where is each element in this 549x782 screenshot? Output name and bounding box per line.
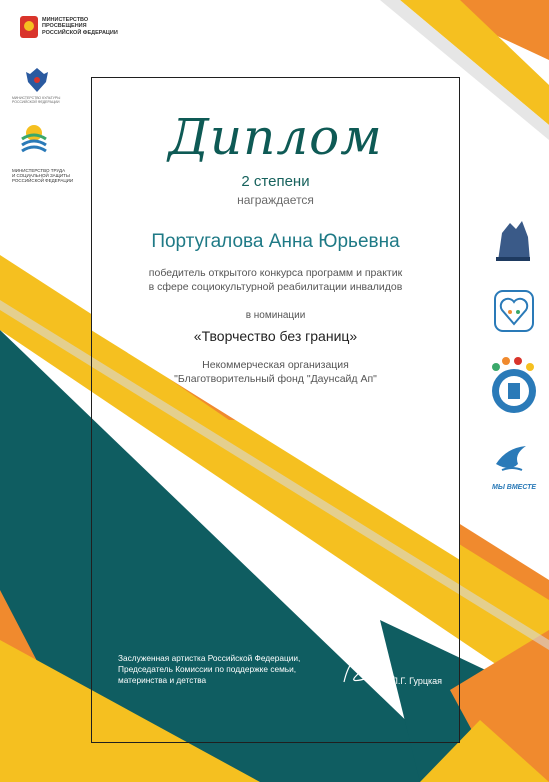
- nomination-title: «Творчество без границ»: [193, 328, 358, 344]
- signatory-position: Заслуженная артистка Российской Федерации, Председатель Комиссии по поддержке семьи, материнства и детства: [118, 653, 301, 685]
- emblem-icon: [18, 12, 40, 42]
- dove-icon: [492, 442, 532, 488]
- logo-dove-label: МЫ ВМЕСТЕ: [492, 484, 537, 491]
- recipient-name: Португалова Анна Юрьевна: [151, 231, 400, 252]
- monument-icon: [492, 213, 532, 263]
- festival-emblem-icon: [488, 355, 540, 421]
- handwritten-signature: [338, 652, 398, 692]
- logo-heart-family: [494, 290, 534, 337]
- signatory-name: Л.Г. Гурцкая: [392, 676, 443, 686]
- eagle-icon: [24, 66, 50, 94]
- logo-ministry-education: [18, 12, 40, 47]
- logo-ministry-culture: [24, 66, 50, 99]
- heart-family-icon: [494, 290, 534, 332]
- diploma-title: Диплом: [168, 108, 383, 166]
- nomination-label: в номинации: [245, 310, 306, 321]
- logo-festival-emblem: [488, 355, 540, 426]
- logo-ministry-education-label: МИНИСТЕРСТВО ПРОСВЕЩЕНИЯ РОССИЙСКОЙ ФЕДЕРАЦИИ: [42, 17, 118, 36]
- logo-monument: [492, 213, 532, 268]
- diploma-degree: 2 степени: [241, 173, 310, 190]
- sun-waves-icon: [20, 123, 48, 153]
- award-description: победитель открытого конкурса программ и практик в сфере социокультурной реабилитации инвалидов: [148, 267, 403, 293]
- awarded-label: награждается: [237, 193, 314, 207]
- logo-ministry-labor-label: МИНИСТЕРСТВО ТРУДА И СОЦИАЛЬНОЙ ЗАЩИТЫ РОССИЙСКОЙ ФЕДЕРАЦИИ: [12, 168, 74, 184]
- logo-ministry-culture-label: МИНИСТЕРСТВО КУЛЬТУРЫ РОССИЙСКОЙ ФЕДЕРАЦИИ: [12, 96, 61, 104]
- organization: Некоммерческая организация "Благотворительный фонд "Даунсайд Ап": [174, 359, 377, 385]
- logo-ministry-labor: [20, 123, 48, 158]
